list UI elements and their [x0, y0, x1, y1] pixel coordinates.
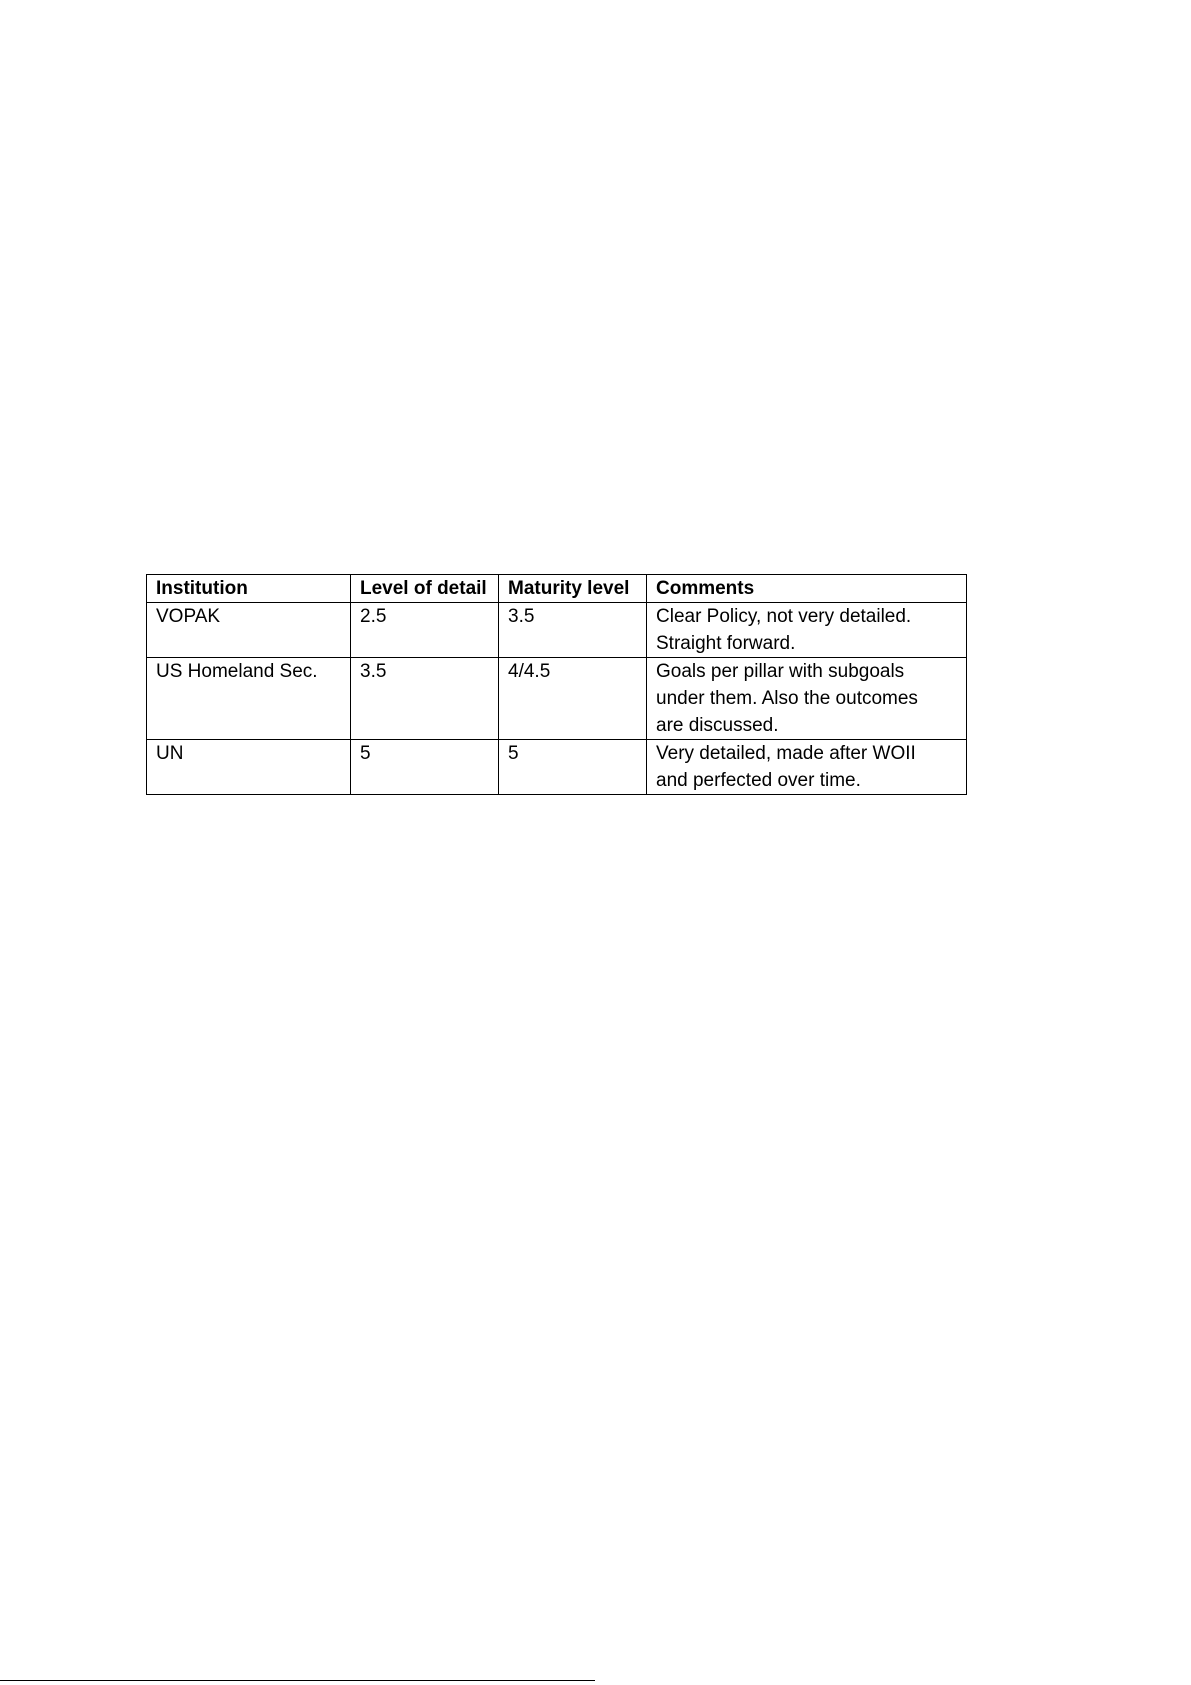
comment-line: Straight forward. — [656, 633, 796, 654]
comment-line: are discussed. — [656, 715, 779, 736]
cell-institution: VOPAK — [147, 603, 351, 658]
table-row-un — [147, 740, 967, 795]
table-header-row — [147, 575, 967, 603]
cell-institution: US Homeland Sec. — [147, 658, 351, 740]
cell-maturity-level: 4/4.5 — [499, 658, 647, 740]
comment-line: under them. Also the outcomes — [656, 688, 918, 709]
cell-comments — [647, 603, 967, 658]
comment-line: Goals per pillar with subgoals — [656, 661, 905, 682]
header-comments: Comments — [647, 575, 967, 603]
institution-maturity-table — [146, 574, 967, 795]
cell-level-of-detail: 3.5 — [351, 658, 499, 740]
cell-maturity-level: 3.5 — [499, 603, 647, 658]
cell-level-of-detail: 2.5 — [351, 603, 499, 658]
cell-comments — [647, 658, 967, 740]
cell-maturity-level: 5 — [499, 740, 647, 795]
cell-comments — [647, 740, 967, 795]
comment-line: Clear Policy, not very detailed. — [656, 606, 912, 627]
comment-line: Very detailed, made after WOII — [656, 743, 916, 764]
header-institution: Institution — [147, 575, 351, 603]
cell-institution: UN — [147, 740, 351, 795]
cell-level-of-detail: 5 — [351, 740, 499, 795]
table-row-us-homeland-sec — [147, 658, 967, 740]
header-maturity-level: Maturity level — [499, 575, 647, 603]
footnote-divider — [0, 1680, 595, 1681]
header-level-of-detail: Level of detail — [351, 575, 499, 603]
table-row-vopak — [147, 603, 967, 658]
comment-line: and perfected over time. — [656, 770, 861, 791]
